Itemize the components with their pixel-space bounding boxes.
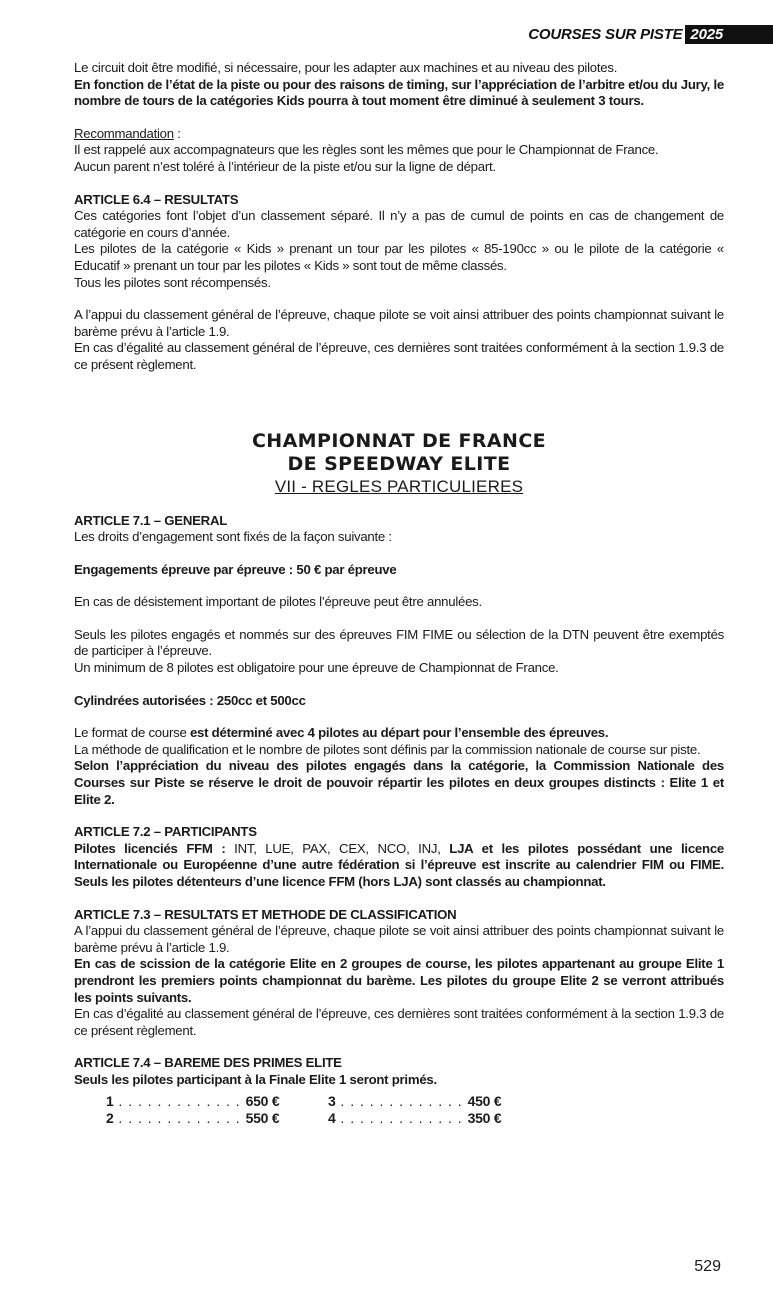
recommendation-line-2: Aucun parent n’est toléré à l’intérieur de la piste et/ou sur la ligne de départ.: [74, 158, 496, 174]
prime-entry: [328, 1093, 550, 1110]
prime-rank: 1: [106, 1092, 114, 1109]
page-number: 529: [694, 1258, 721, 1275]
recommendation-colon: :: [173, 125, 181, 141]
article-7-1-engagements: Engagements épreuve par épreuve : 50 € par épreuve: [74, 561, 397, 577]
intro-bold-paragraph: En fonction de l’état de la piste ou pour des raisons de timing, sur l’appréciation de l’arbitre et/ou du Jury, le nombre de tours de la catégories Kids pourra à tout moment être diminué à seulement 3 tours.: [74, 76, 724, 109]
section-title-line-2: DE SPEEDWAY ELITE: [287, 452, 511, 475]
prime-leader-dots: . . . . . . . . . . . . .: [113, 1109, 246, 1126]
prime-rank: 4: [328, 1109, 336, 1126]
article-7-4-subtitle: Seuls les pilotes participant à la Finale Elite 1 seront primés.: [74, 1071, 437, 1087]
intro-paragraph: Le circuit doit être modifié, si nécessaire, pour les adapter aux machines et au niveau des pilotes.: [74, 60, 618, 75]
article-6-4-p4: A l’appui du classement général de l’épreuve, chaque pilote se voit ainsi attribuer des points championnat suivant le barème prévu à l’article 1.9.: [74, 307, 724, 339]
header-year: 2025: [685, 25, 773, 44]
primes-row: [106, 1110, 724, 1127]
recommendation-heading: [74, 126, 724, 143]
article-7-2-bold-text: LJA et les pilotes possédant une licence Internationale ou Européenne d’une autre fédération si l’épreuve est inscrite au calendrier FIM ou FIME. Seuls les pilotes détenteurs d’une licence FFM (hors LJA) sont classés au championnat.: [74, 840, 724, 889]
article-7-1-cylindrees: Cylindrées autorisées : 250cc et 500cc: [74, 692, 306, 708]
prime-rank: 3: [328, 1092, 336, 1109]
article-7-3-p2: En cas de scission de la catégorie Elite en 2 groupes de course, les pilotes appartenant au groupe Elite 1 prendront les premiers points championnat du barème. Les pilotes du groupe Elite 2 se verront attribués les points suivants.: [74, 956, 724, 1005]
article-7-1-p7-bold: est déterminé avec 4 pilotes au départ pour l’ensemble des épreuves.: [189, 725, 609, 741]
prime-amount: 550 €: [245, 1109, 280, 1126]
article-7-3-p1: A l’appui du classement général de l’épreuve, chaque pilote se voit ainsi attribuer des points championnat suivant le barème prévu à l’article 1.9.: [74, 923, 724, 955]
article-6-4-p5: En cas d’égalité au classement général de l’épreuve, ces dernières sont traitées conformément à la section 1.9.3 de ce présent règlement.: [74, 340, 724, 372]
article-7-1-p9: Selon l’appréciation du niveau des pilotes engagés dans la catégorie, la Commission Nationale des Courses sur Piste se réserve le droit de pouvoir répartir les pilotes en deux groupes distincts : Elite 1 et Elite 2.: [74, 758, 724, 807]
article-7-3-title: ARTICLE 7.3 – RESULTATS ET METHODE DE CLASSIFICATION: [74, 906, 457, 922]
article-7-1-p3: En cas de désistement important de pilotes l’épreuve peut être annulées.: [74, 594, 482, 610]
article-7-2-p1: [74, 841, 724, 891]
article-7-1-p4: Seuls les pilotes engagés et nommés sur des épreuves FIM FIME ou sélection de la DTN peuvent être exemptés de participer à l’épreuve.: [74, 626, 724, 659]
section-title-line-1: CHAMPIONNAT DE FRANCE: [251, 429, 547, 452]
article-7-1-p7: [74, 725, 724, 742]
recommendation-label: Recommandation: [74, 125, 174, 141]
article-7-1-title: ARTICLE 7.1 – GENERAL: [74, 512, 228, 528]
header-title: COURSES SUR PISTE: [528, 25, 683, 43]
page-content: [74, 60, 724, 1127]
prime-entry: [106, 1110, 328, 1127]
primes-row: [106, 1093, 724, 1110]
prime-amount: 650 €: [245, 1092, 280, 1109]
prime-amount: 350 €: [467, 1109, 502, 1126]
prime-leader-dots: . . . . . . . . . . . . .: [335, 1092, 468, 1109]
article-7-4-title: ARTICLE 7.4 – BAREME DES PRIMES ELITE: [74, 1055, 342, 1071]
prime-entry: [328, 1110, 550, 1127]
article-7-3-p3: En cas d’égalité au classement général de l’épreuve, ces dernières sont traitées conformément à la section 1.9.3 de ce présent règlement.: [74, 1006, 724, 1038]
article-6-4-title: ARTICLE 6.4 – RESULTATS: [74, 191, 239, 207]
article-7-1-p5: Un minimum de 8 pilotes est obligatoire pour une épreuve de Championnat de France.: [74, 660, 559, 676]
article-7-2-title: ARTICLE 7.2 – PARTICIPANTS: [74, 824, 257, 840]
prime-leader-dots: . . . . . . . . . . . . .: [335, 1109, 468, 1126]
article-6-4-p1: Ces catégories font l’objet d’un classement séparé. Il n’y a pas de cumul de points en cas de changement de catégorie en cours d’année.: [74, 208, 724, 240]
article-7-1-p8: La méthode de qualification et le nombre de pilotes sont définis par la commission nationale de course sur piste.: [74, 741, 701, 757]
section-title: [74, 430, 724, 476]
article-6-4-p3: Tous les pilotes sont récompensés.: [74, 274, 271, 290]
article-7-2-licences: INT, LUE, PAX, CEX, NCO, INJ,: [234, 840, 450, 856]
section-subtitle: VII - REGLES PARTICULIERES: [274, 476, 524, 496]
primes-table: [106, 1093, 724, 1127]
recommendation-line-1: Il est rappelé aux accompagnateurs que les règles sont les mêmes que pour le Championnat de France.: [74, 142, 659, 158]
prime-entry: [106, 1093, 328, 1110]
prime-rank: 2: [106, 1109, 114, 1126]
prime-amount: 450 €: [467, 1092, 502, 1109]
article-7-1-p7-start: Le format de course: [74, 725, 190, 741]
article-6-4-p2: Les pilotes de la catégorie « Kids » prenant un tour par les pilotes « 85-190cc » ou le pilote de la catégorie « Educatif » prenant un tour par les pilotes « Kids » sont tout de même classés.: [74, 241, 724, 273]
article-7-1-p1: Les droits d’engagement sont fixés de la façon suivante :: [74, 529, 392, 545]
prime-leader-dots: . . . . . . . . . . . . .: [113, 1092, 246, 1109]
article-7-2-label: Pilotes licenciés FFM :: [74, 840, 235, 856]
running-header: [528, 24, 773, 44]
